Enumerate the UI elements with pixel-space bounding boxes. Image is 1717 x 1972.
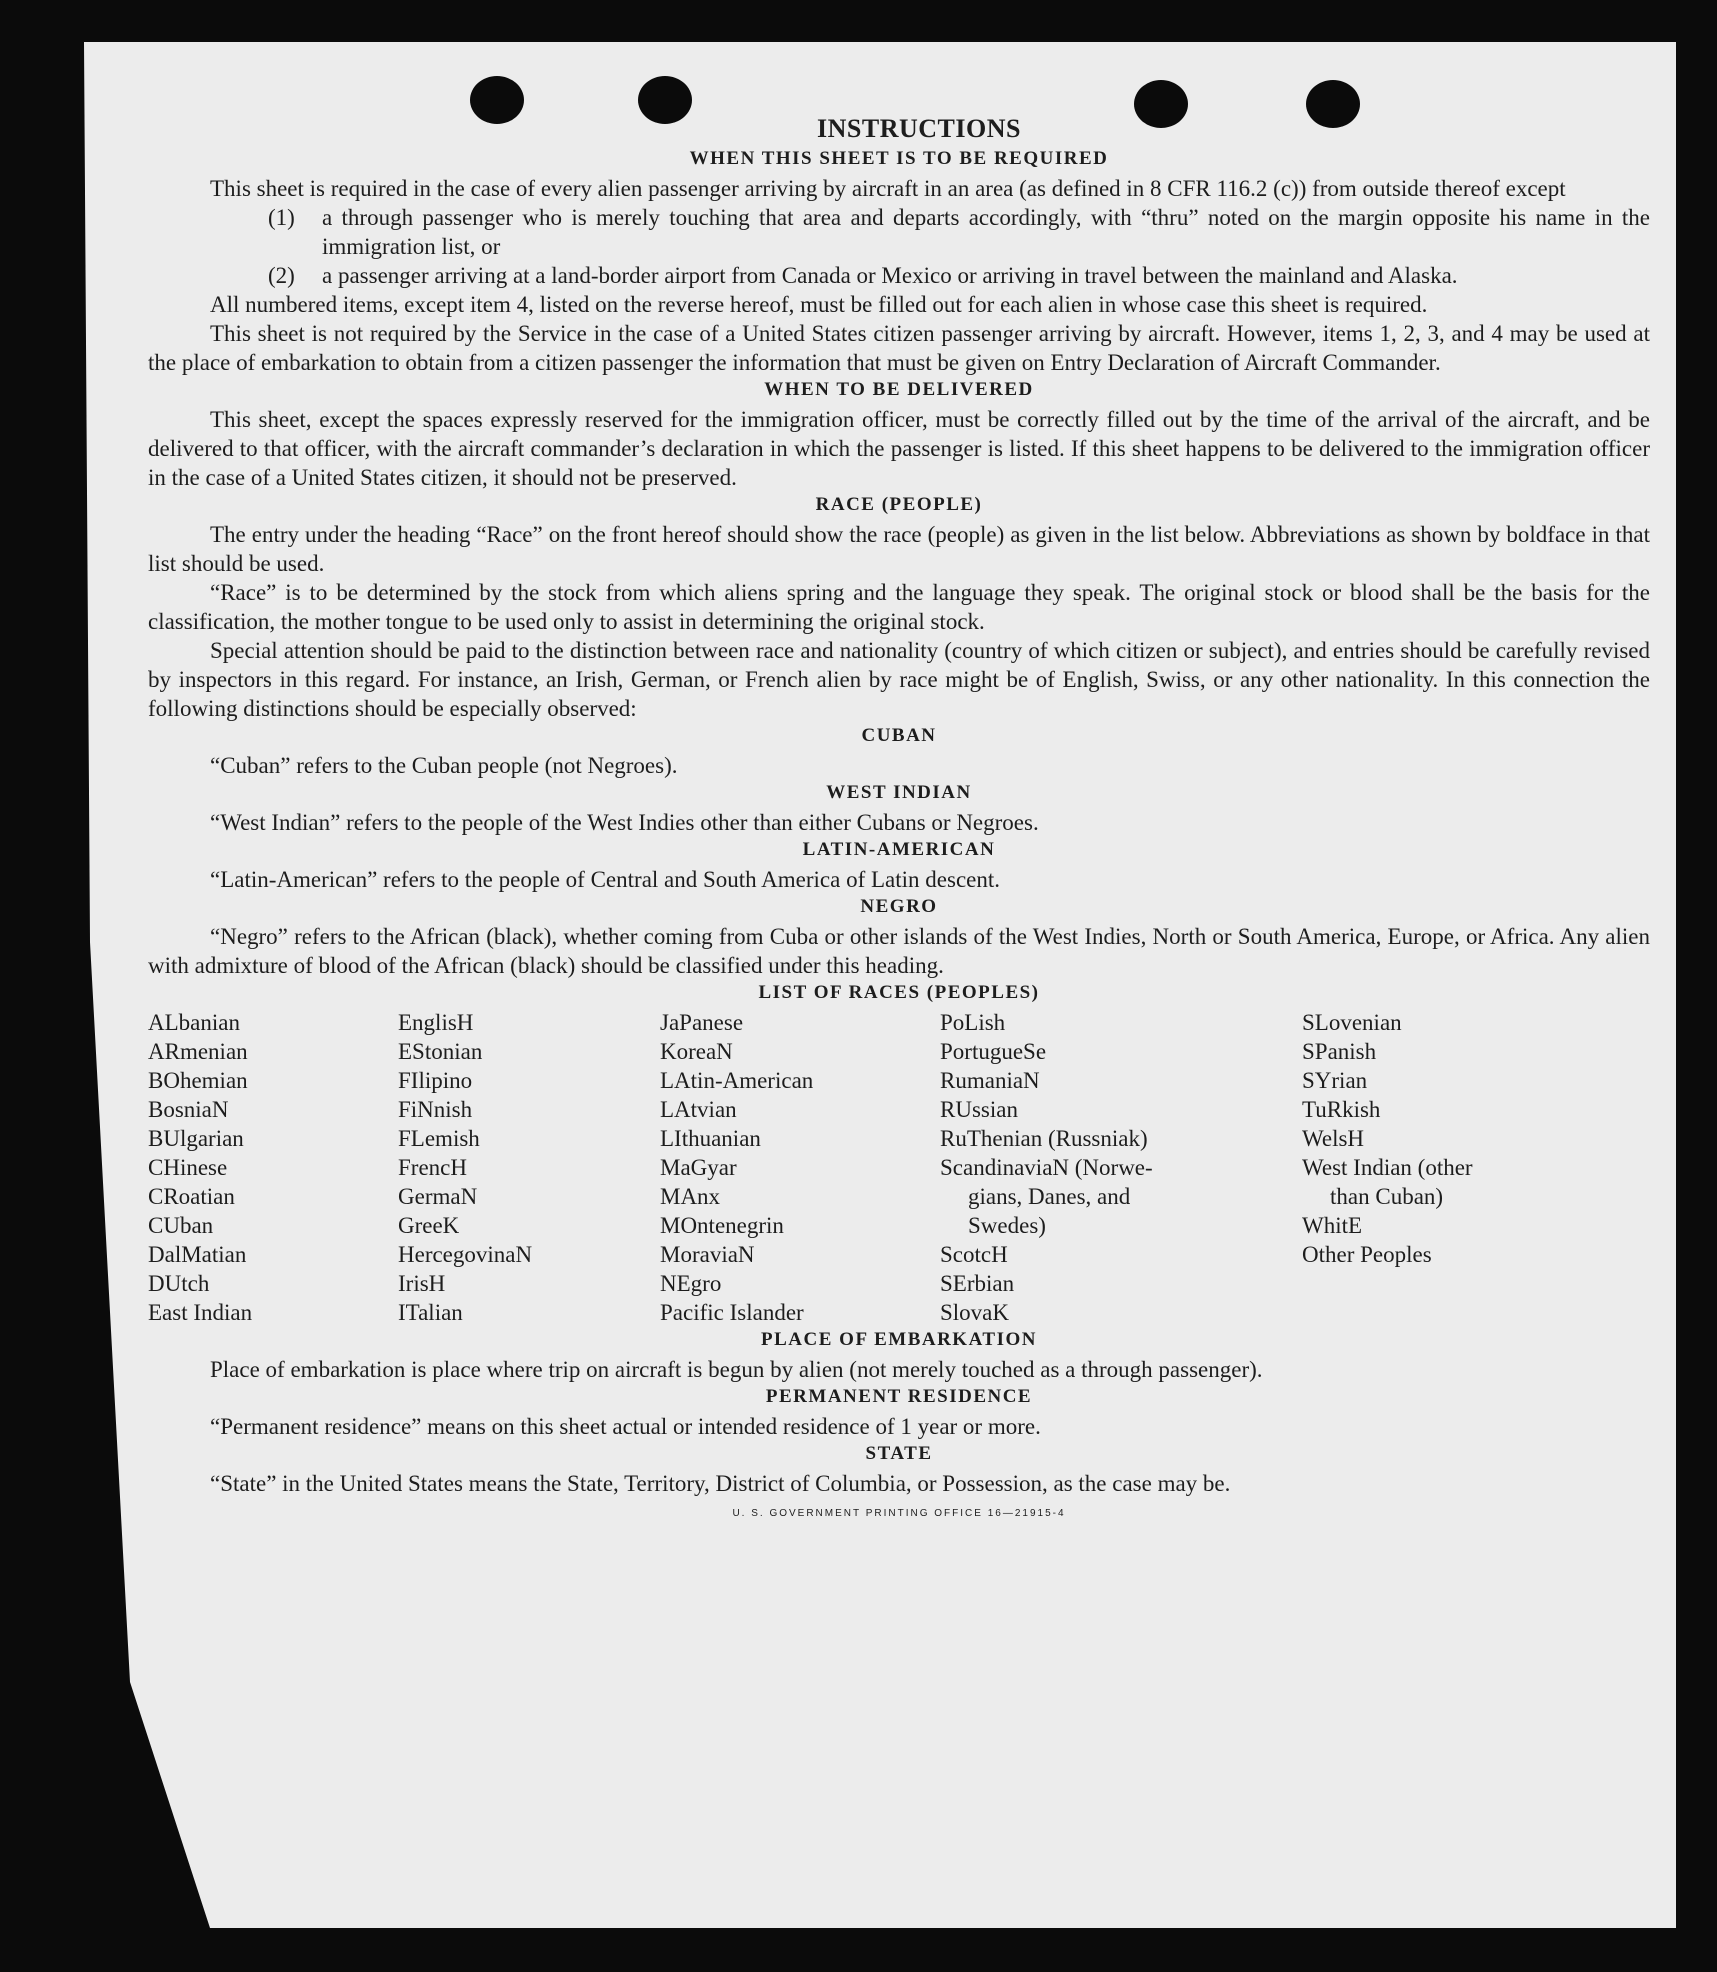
paragraph: This sheet, except the spaces expressly reserved for the immigration officer, must be correctly filled out by the time of the arrival of the aircraft, and be delivered to that officer, with the aircraft commander’s declaration in which the passenger is listed. If this sheet happens to be delivered to the immigration officer in the case of a United States citizen, it should not be preserved. xyxy=(148,407,1650,490)
race-item: DUtch xyxy=(148,1271,210,1296)
race-item: ScotcH xyxy=(940,1242,1008,1267)
race-list xyxy=(148,1008,1650,1327)
paragraph: “Negro” refers to the African (black), whether coming from Cuba or other islands of the West Indies, North or South America, Europe, or Africa. Any alien with admixture of blood of the African (black) should be classified under this heading. xyxy=(148,924,1650,978)
race-item: FiNnish xyxy=(398,1097,473,1122)
section-heading: LATIN-AMERICAN xyxy=(802,839,996,860)
paragraph: “Permanent residence” means on this sheet actual or intended residence of 1 year or more. xyxy=(210,1414,1041,1439)
list-text: a through passenger who is merely touching that area and departs accordingly, with “thru” noted on the margin opposite his name in the immigration list, or xyxy=(322,205,1650,259)
race-item: LAtvian xyxy=(660,1097,737,1122)
race-item: NEgro xyxy=(660,1271,722,1296)
list-item xyxy=(268,261,1650,290)
race-item: BosniaN xyxy=(148,1097,229,1122)
race-item: ITalian xyxy=(398,1300,463,1325)
race-column xyxy=(148,1008,398,1327)
race-item: RuThenian (Russniak) xyxy=(940,1126,1148,1151)
race-item: than Cuban) xyxy=(1330,1184,1444,1209)
race-item: TuRkish xyxy=(1302,1097,1381,1122)
paragraph: “Cuban” refers to the Cuban people (not Negroes). xyxy=(210,753,678,778)
race-column xyxy=(1302,1008,1582,1327)
section-heading: STATE xyxy=(865,1443,933,1464)
race-item: ALbanian xyxy=(148,1010,240,1035)
race-item: EnglisH xyxy=(398,1010,474,1035)
race-item: ScandinaviaN (Norwe- xyxy=(940,1155,1153,1180)
section-heading: WHEN THIS SHEET IS TO BE REQUIRED xyxy=(689,148,1109,169)
paragraph: “State” in the United States means the State, Territory, District of Columbia, or Possession, as the case may be. xyxy=(210,1471,1231,1496)
document-page xyxy=(70,42,1676,1928)
section-heading: RACE (PEOPLE) xyxy=(815,494,983,515)
race-item: HercegovinaN xyxy=(398,1242,533,1267)
list-number: (1) xyxy=(268,205,295,230)
list-number: (2) xyxy=(268,263,295,288)
race-item: MaGyar xyxy=(660,1155,737,1180)
section-heading: CUBAN xyxy=(861,725,937,746)
race-item: LAtin-American xyxy=(660,1068,814,1093)
race-item: MOntenegrin xyxy=(660,1213,784,1238)
race-item: PoLish xyxy=(940,1010,1006,1035)
race-item: GermaN xyxy=(398,1184,478,1209)
section-heading: PERMANENT RESIDENCE xyxy=(765,1386,1033,1407)
race-item: Pacific Islander xyxy=(660,1300,804,1325)
race-item: KoreaN xyxy=(660,1039,733,1064)
race-item: gians, Danes, and xyxy=(968,1184,1131,1209)
race-item: RUssian xyxy=(940,1097,1018,1122)
paragraph: This sheet is not required by the Service in the case of a United States citizen passenger arriving by aircraft. However, items 1, 2, 3, and 4 may be used at the place of embarkation to obtain from a citizen passenger the information that must be given on Entry Declaration of Aircraft Commander. xyxy=(148,321,1650,375)
race-item: FLemish xyxy=(398,1126,480,1151)
paragraph: “Race” is to be determined by the stock from which aliens spring and the language they speak. The original stock or blood shall be the basis for the classification, the mother tongue to be used only to assist in determining the original stock. xyxy=(148,580,1650,634)
race-item: Other Peoples xyxy=(1302,1242,1432,1267)
race-item: CUban xyxy=(148,1213,214,1238)
paragraph: “Latin-American” refers to the people of Central and South America of Latin descent. xyxy=(210,867,1000,892)
race-item: JaPanese xyxy=(660,1010,744,1035)
race-item: FIlipino xyxy=(398,1068,473,1093)
list-text: a passenger arriving at a land-border airport from Canada or Mexico or arriving in travel between the mainland and Alaska. xyxy=(322,263,1458,288)
race-item: DalMatian xyxy=(148,1242,247,1267)
paragraph: All numbered items, except item 4, listed on the reverse hereof, must be filled out for each alien in whose case this sheet is required. xyxy=(210,292,1428,317)
paragraph: The entry under the heading “Race” on the front hereof should show the race (people) as given in the list below. Abbreviations as shown by boldface in that list should be used. xyxy=(148,522,1650,576)
race-item: SErbian xyxy=(940,1271,1015,1296)
section-heading: WEST INDIAN xyxy=(826,782,972,803)
race-column xyxy=(940,1008,1302,1327)
race-column xyxy=(660,1008,940,1327)
race-item: SYrian xyxy=(1302,1068,1368,1093)
printer-imprint: U. S. GOVERNMENT PRINTING OFFICE 16—21915-4 xyxy=(732,1508,1066,1519)
race-item: GreeK xyxy=(398,1213,460,1238)
section-heading: LIST OF RACES (PEOPLES) xyxy=(758,982,1040,1003)
race-item: ARmenian xyxy=(148,1039,248,1064)
race-item: LIthuanian xyxy=(660,1126,761,1151)
section-heading: NEGRO xyxy=(860,896,938,917)
paragraph: Special attention should be paid to the distinction between race and nationality (country of which citizen or subject), and entries should be carefully revised by inspectors in this regard. For instance, an Irish, German, or French alien by race might be of English, Swiss, or any other nationality. In this connection the following distinctions should be especially observed: xyxy=(148,638,1650,721)
race-item: BOhemian xyxy=(148,1068,248,1093)
paragraph: “West Indian” refers to the people of the West Indies other than either Cubans or Negroes. xyxy=(210,810,1039,835)
race-item: PortugueSe xyxy=(940,1039,1047,1064)
race-item: WelsH xyxy=(1302,1126,1365,1151)
list-item xyxy=(268,203,1650,261)
section-heading: WHEN TO BE DELIVERED xyxy=(764,379,1034,400)
race-item: CRoatian xyxy=(148,1184,235,1209)
race-item: BUlgarian xyxy=(148,1126,244,1151)
paragraph: Place of embarkation is place where trip on aircraft is begun by alien (not merely touched as a through passenger). xyxy=(210,1357,1263,1382)
paragraph: This sheet is required in the case of every alien passenger arriving by aircraft in an area (as defined in 8 CFR 116.2 (c)) from outside thereof except xyxy=(210,176,1566,201)
page-title: INSTRUCTIONS xyxy=(817,114,1021,143)
race-item: WhitE xyxy=(1302,1213,1363,1238)
race-item: CHinese xyxy=(148,1155,228,1180)
race-item: East Indian xyxy=(148,1300,253,1325)
race-item: SPanish xyxy=(1302,1039,1377,1064)
section-heading: PLACE OF EMBARKATION xyxy=(761,1329,1037,1350)
race-item: FrencH xyxy=(398,1155,467,1180)
race-item: RumaniaN xyxy=(940,1068,1040,1093)
race-item: MoraviaN xyxy=(660,1242,755,1267)
race-item: SlovaK xyxy=(940,1300,1009,1325)
race-item: IrisH xyxy=(398,1271,446,1296)
race-item: West Indian (other xyxy=(1302,1155,1473,1180)
document-body xyxy=(148,114,1650,1519)
race-item: EStonian xyxy=(398,1039,483,1064)
race-item: SLovenian xyxy=(1302,1010,1402,1035)
race-item: MAnx xyxy=(660,1184,721,1209)
race-column xyxy=(398,1008,660,1327)
race-item: Swedes) xyxy=(968,1213,1046,1238)
